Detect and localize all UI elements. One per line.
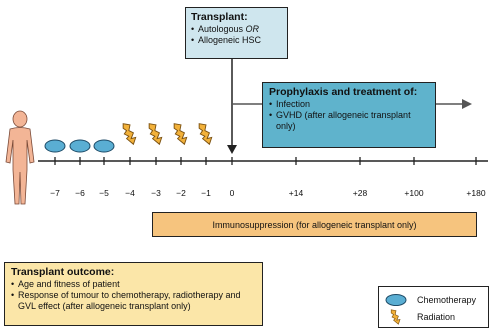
tick-label: +28 bbox=[352, 188, 368, 198]
legend-radiation-label: Radiation bbox=[417, 311, 456, 322]
outcome-list bbox=[11, 279, 256, 312]
chemotherapy-legend-icon bbox=[385, 294, 407, 306]
chemotherapy-marker bbox=[92, 139, 116, 153]
radiation-marker bbox=[198, 121, 214, 147]
immunosuppression-bar bbox=[152, 212, 477, 237]
tick-label: −7 bbox=[50, 188, 60, 198]
prophylaxis-title: Prophylaxis and treatment of: bbox=[269, 86, 418, 98]
radiation-marker bbox=[122, 121, 138, 147]
outcome-item-response: • Response of tumour to chemotherapy, radiotherapy and GVL effect (after allogeneic transplant only) bbox=[11, 290, 256, 312]
radiation-marker bbox=[173, 121, 189, 147]
outcome-title: Transplant outcome: bbox=[11, 266, 115, 278]
prophylaxis-item-gvhd: • GVHD (after allogeneic transplant only) bbox=[269, 110, 429, 132]
tick-label: −2 bbox=[176, 188, 186, 198]
tick-label: +180 bbox=[466, 188, 486, 198]
transplant-arrowhead bbox=[227, 145, 237, 154]
tick-label: +14 bbox=[288, 188, 304, 198]
patient-icon bbox=[0, 108, 40, 208]
tick-label: −5 bbox=[99, 188, 109, 198]
legend-row-radiation bbox=[385, 308, 482, 325]
prophylaxis-arrowhead bbox=[462, 99, 472, 109]
tick-label: 0 bbox=[229, 188, 235, 198]
transplant-box bbox=[185, 7, 288, 59]
outcome-item-age: • Age and fitness of patient bbox=[11, 279, 256, 290]
prophylaxis-box bbox=[262, 82, 436, 148]
radiation-marker bbox=[148, 121, 164, 147]
chemotherapy-marker bbox=[68, 139, 92, 153]
legend-chemotherapy-label: Chemotherapy bbox=[417, 294, 477, 305]
transplant-item-autologous: • Autologous OR bbox=[191, 24, 282, 35]
prophylaxis-list bbox=[269, 99, 429, 132]
tick-label: −6 bbox=[75, 188, 85, 198]
legend-row-chemotherapy bbox=[385, 291, 482, 308]
radiation-legend-icon bbox=[385, 309, 407, 325]
immunosuppression-label: Immunosuppression (for allogeneic transplant only) bbox=[212, 219, 417, 230]
transplant-item-allogeneic: • Allogeneic HSC bbox=[191, 35, 282, 46]
legend bbox=[378, 286, 489, 328]
tick-label: −3 bbox=[151, 188, 161, 198]
transplant-title: Transplant: bbox=[191, 11, 248, 23]
transplant-outcome-box bbox=[4, 262, 263, 326]
tick-label: +100 bbox=[404, 188, 424, 198]
chemotherapy-marker bbox=[43, 139, 67, 153]
transplant-list bbox=[191, 24, 282, 46]
prophylaxis-item-infection: • Infection bbox=[269, 99, 429, 110]
tick-label: −1 bbox=[201, 188, 211, 198]
tick-label: −4 bbox=[125, 188, 135, 198]
